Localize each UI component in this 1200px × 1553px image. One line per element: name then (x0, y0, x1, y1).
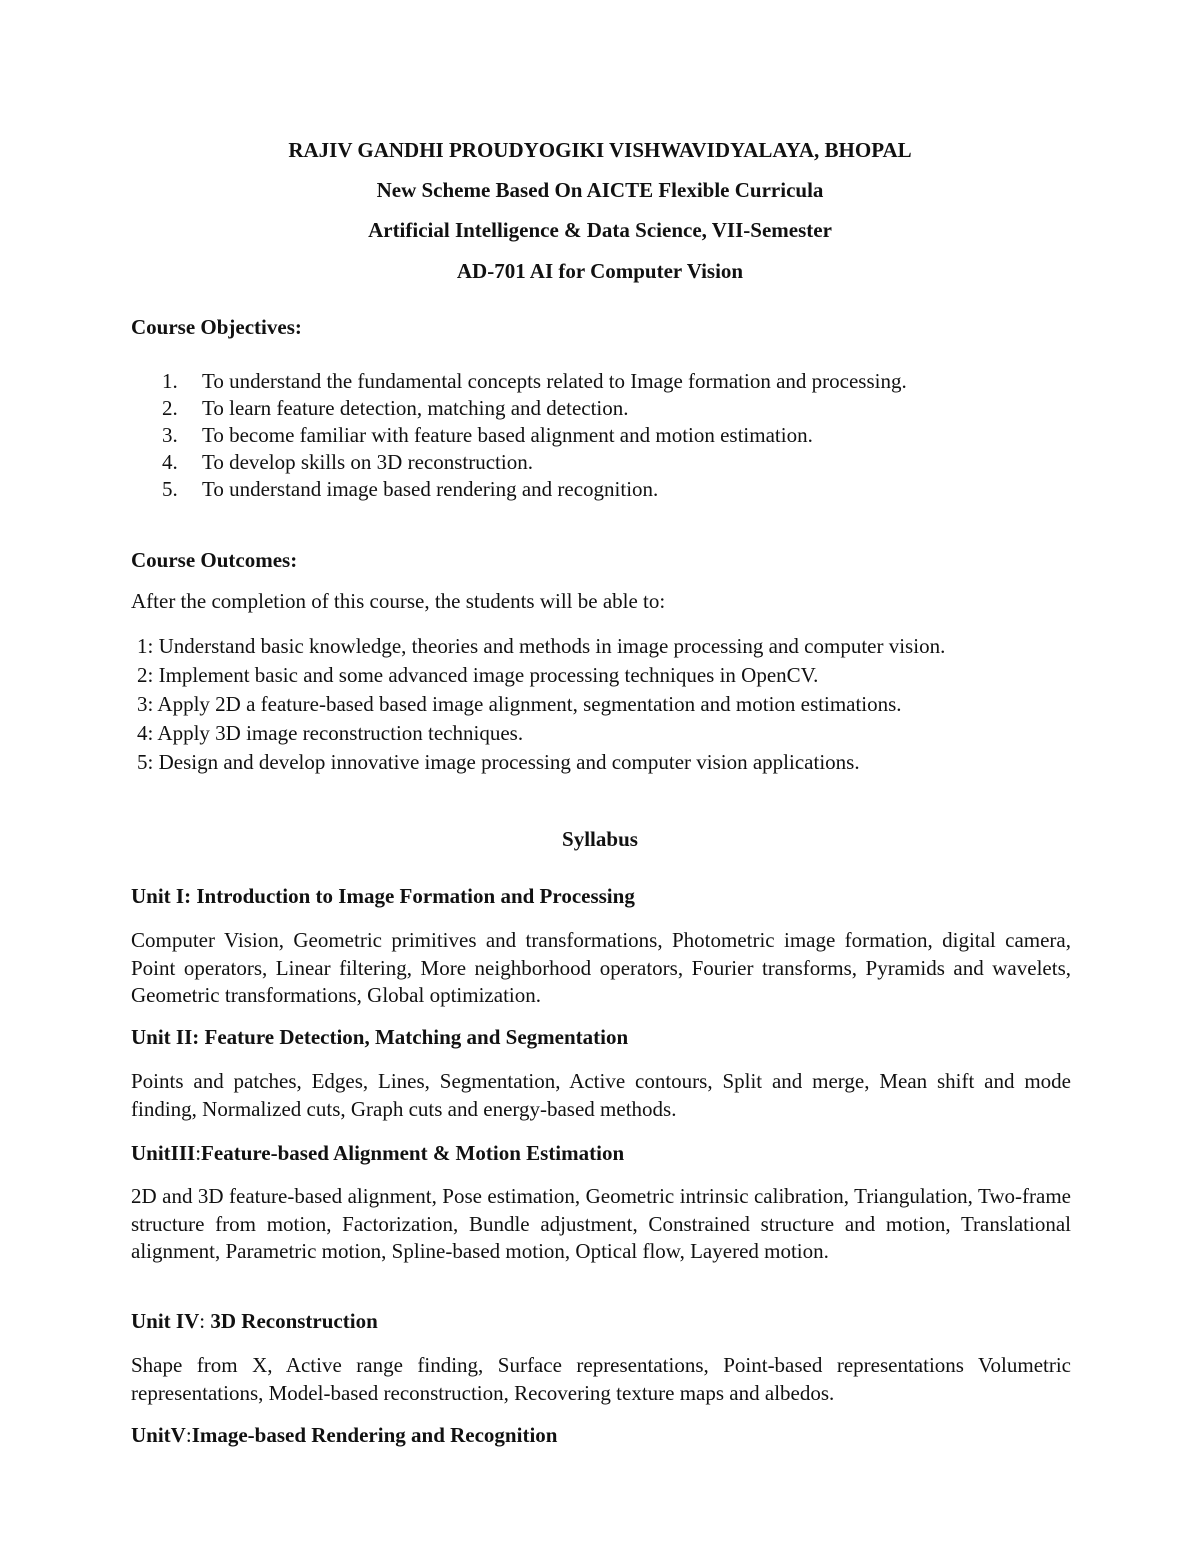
unit-2-body: Points and patches, Edges, Lines, Segmentation, Active contours, Split and merge, Mean shift and mode finding, Normalized cuts, Graph cuts and energy-based methods. (131, 1069, 1071, 1121)
unit-4-title: 3D Reconstruction (210, 1309, 378, 1333)
course-objectives-list (162, 368, 907, 503)
objective-item (162, 368, 907, 395)
outcome-item: 4: Apply 3D image reconstruction techniques. (137, 721, 524, 745)
university-title: RAJIV GANDHI PROUDYOGIKI VISHWAVIDYALAYA, BHOPAL (288, 138, 912, 162)
unit-3-label: UnitIII (131, 1141, 196, 1165)
unit-2-heading: Unit II: Feature Detection, Matching and Segmentation (131, 1025, 629, 1049)
objective-text: To learn feature detection, matching and detection. (202, 396, 629, 420)
unit-1-body: Computer Vision, Geometric primitives and transformations, Photometric image formation, digital camera, Point operators, Linear filtering, More neighborhood operators, Fourier transforms, Pyramids and wavelets, Geometric transformations, Global optimization. (131, 928, 1071, 1007)
course-outcomes-list (137, 633, 945, 778)
objective-item (162, 422, 907, 449)
objective-number: 5. (162, 477, 178, 501)
course-outcomes-heading: Course Outcomes: (131, 548, 298, 572)
syllabus-heading: Syllabus (562, 827, 638, 851)
outcome-item: 3: Apply 2D a feature-based based image alignment, segmentation and motion estimations. (137, 692, 902, 716)
unit-4-heading (131, 1308, 378, 1335)
unit-4-separator: : (199, 1309, 211, 1333)
objective-text: To understand image based rendering and recognition. (202, 477, 659, 501)
objective-text: To understand the fundamental concepts related to Image formation and processing. (202, 369, 907, 393)
objective-number: 1. (162, 369, 178, 393)
program-title: Artificial Intelligence & Data Science, VII-Semester (368, 218, 832, 242)
objective-text: To develop skills on 3D reconstruction. (202, 450, 533, 474)
unit-3-body: 2D and 3D feature-based alignment, Pose estimation, Geometric intrinsic calibration, Triangulation, Two-frame structure from motion, Factorization, Bundle adjustment, Constrained structure and motion, Translational alignment, Parametric motion, Spline-based motion, Optical flow, Layered motion. (131, 1184, 1071, 1263)
objective-number: 3. (162, 423, 178, 447)
objective-number: 2. (162, 396, 178, 420)
unit-4-body: Shape from X, Active range finding, Surface representations, Point-based representations Volumetric representations, Model-based reconstruction, Recovering texture maps and albedos. (131, 1353, 1071, 1405)
outcome-item: 2: Implement basic and some advanced image processing techniques in OpenCV. (137, 663, 819, 687)
unit-5-label: UnitV (131, 1423, 186, 1447)
outcome-item: 1: Understand basic knowledge, theories and methods in image processing and computer vision. (137, 634, 946, 658)
unit-5-heading (131, 1422, 557, 1449)
objective-item (162, 395, 907, 422)
course-outcomes-intro: After the completion of this course, the students will be able to: (131, 589, 666, 613)
unit-3-heading (131, 1140, 624, 1167)
objective-item (162, 449, 907, 476)
unit-3-title: Feature-based Alignment & Motion Estimation (201, 1141, 625, 1165)
objective-item (162, 476, 907, 503)
unit-4-label: Unit IV (131, 1309, 200, 1333)
scheme-title: New Scheme Based On AICTE Flexible Curricula (376, 178, 824, 202)
course-objectives-heading: Course Objectives: (131, 315, 302, 339)
unit-5-title: Image-based Rendering and Recognition (191, 1423, 558, 1447)
unit-3-separator: : (195, 1141, 202, 1165)
unit-1-heading: Unit I: Introduction to Image Formation and Processing (131, 884, 635, 908)
unit-5-separator: : (185, 1423, 192, 1447)
objective-text: To become familiar with feature based alignment and motion estimation. (202, 423, 813, 447)
objective-number: 4. (162, 450, 178, 474)
outcome-item: 5: Design and develop innovative image processing and computer vision applications. (137, 750, 860, 774)
course-title: AD-701 AI for Computer Vision (456, 259, 744, 283)
